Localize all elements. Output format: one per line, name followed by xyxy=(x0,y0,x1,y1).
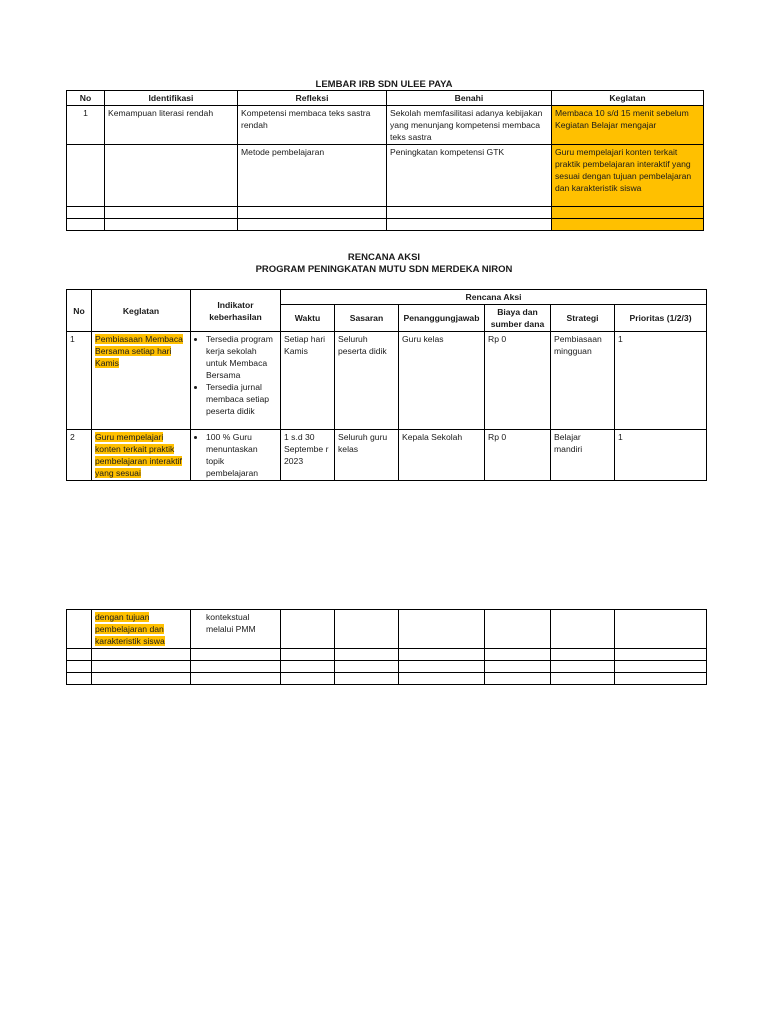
irb-title: LEMBAR IRB SDN ULEE PAYA xyxy=(315,79,453,90)
table-row xyxy=(67,106,704,145)
list-item: • Tersedia jurnal membaca setiap peserta didik xyxy=(206,381,277,417)
table-cell: Seluruh guru kelas xyxy=(335,430,399,481)
table-cell xyxy=(92,332,191,430)
table-row xyxy=(67,332,707,430)
table-cell xyxy=(67,207,105,219)
table-cell: Belajar mandiri xyxy=(551,430,615,481)
highlighted-text: Pembiasaan Membaca Bersama setiap hari Kamis xyxy=(95,334,183,368)
rencana-subtitle: PROGRAM PENINGKATAN MUTU SDN MERDEKA NIRON xyxy=(255,264,513,275)
table-cell xyxy=(238,219,387,231)
table-cell: 1 xyxy=(615,430,707,481)
table-cell-highlighted xyxy=(552,219,704,231)
table-row xyxy=(67,207,704,219)
rencana-header-kegiatan: Keglatan xyxy=(92,290,191,332)
table-cell xyxy=(281,610,335,649)
table-cell xyxy=(551,610,615,649)
rencana-header-no: No xyxy=(67,290,92,332)
rencana-header-prioritas: Prioritas (1/2/3) xyxy=(615,305,707,332)
rencana-header-sasaran: Sasaran xyxy=(335,305,399,332)
table-cell: 2 xyxy=(67,430,92,481)
table-cell xyxy=(105,145,238,207)
table-cell: 1 xyxy=(615,332,707,430)
list-item: • 100 % Guru menuntaskan topik pembelajaran xyxy=(206,431,277,479)
table-cell xyxy=(387,219,552,231)
rencana-title: RENCANA AKSI xyxy=(347,252,421,263)
irb-header-kegiatan: Keglatan xyxy=(552,91,704,106)
table-cell-highlighted: Guru mempelajari konten terkait praktik pembelajaran interaktif yang sesuai dengan tujuan pembelajaran dan karakteristik siswa xyxy=(552,145,704,207)
table-cell xyxy=(615,610,707,649)
table-cell xyxy=(191,332,281,430)
irb-header-benahi: Benahi xyxy=(387,91,552,106)
highlighted-text: dengan tujuan pembelajaran dan karakteristik siswa xyxy=(95,612,165,646)
continuation-table xyxy=(66,609,707,685)
table-cell: Setiap hari Kamis xyxy=(281,332,335,430)
table-row xyxy=(67,649,707,661)
table-row xyxy=(67,661,707,673)
rencana-header-rencana-aksi: Rencana Aksi xyxy=(281,290,707,305)
table-cell-highlighted xyxy=(552,207,704,219)
table-cell xyxy=(335,610,399,649)
table-cell: Peningkatan kompetensi GTK xyxy=(387,145,552,207)
table-cell xyxy=(105,219,238,231)
table-cell xyxy=(399,610,485,649)
table-row xyxy=(67,145,704,207)
rencana-header-strategi: Strategi xyxy=(551,305,615,332)
table-row xyxy=(67,430,707,481)
table-cell: Rp 0 xyxy=(485,332,551,430)
table-cell xyxy=(191,610,281,649)
indikator-list xyxy=(194,431,277,479)
table-cell: Guru kelas xyxy=(399,332,485,430)
table-cell xyxy=(67,610,92,649)
table-cell-highlighted: Membaca 10 s/d 15 menit sebelum Kegiatan Belajar mengajar xyxy=(552,106,704,145)
highlighted-text: Guru mempelajari konten terkait praktik pembelajaran interaktif yang sesuai xyxy=(95,432,182,478)
irb-header-refleksi: Refleksi xyxy=(238,91,387,106)
irb-table xyxy=(66,90,704,231)
table-cell xyxy=(67,219,105,231)
table-cell xyxy=(191,430,281,481)
table-cell: Kepala Sekolah xyxy=(399,430,485,481)
rencana-table xyxy=(66,289,707,481)
table-cell: Pembiasaan mingguan xyxy=(551,332,615,430)
table-cell xyxy=(67,145,105,207)
irb-header-no: No xyxy=(67,91,105,106)
table-cell xyxy=(238,207,387,219)
table-cell: 1 xyxy=(67,106,105,145)
table-row xyxy=(67,219,704,231)
rencana-header-indikator: Indikator keberhasilan xyxy=(191,290,281,332)
rencana-header-waktu: Waktu xyxy=(281,305,335,332)
rencana-header-biaya: Biaya dan sumber dana xyxy=(485,305,551,332)
table-cell: 1 xyxy=(67,332,92,430)
table-cell xyxy=(387,207,552,219)
table-cell: 1 s.d 30 Septembe r 2023 xyxy=(281,430,335,481)
table-row xyxy=(67,610,707,649)
table-cell: Metode pembelajaran xyxy=(238,145,387,207)
table-cell: Kemampuan literasi rendah xyxy=(105,106,238,145)
table-cell xyxy=(92,430,191,481)
table-row xyxy=(67,673,707,685)
indikator-continuation: kontekstual melalui PMM xyxy=(206,612,256,634)
table-cell: Rp 0 xyxy=(485,430,551,481)
table-cell xyxy=(105,207,238,219)
table-cell xyxy=(485,610,551,649)
list-item: • Tersedia program kerja sekolah untuk Membaca Bersama xyxy=(206,333,277,381)
rencana-header-penanggungjawab: Penanggungjawab xyxy=(399,305,485,332)
table-cell: Sekolah memfasilitasi adanya kebijakan yang menunjang kompetensi membaca teks sastra xyxy=(387,106,552,145)
irb-header-identifikasi: Identifikasi xyxy=(105,91,238,106)
table-cell: Seluruh peserta didik xyxy=(335,332,399,430)
table-cell: Kompetensi membaca teks sastra rendah xyxy=(238,106,387,145)
indikator-list xyxy=(194,333,277,417)
table-cell xyxy=(92,610,191,649)
